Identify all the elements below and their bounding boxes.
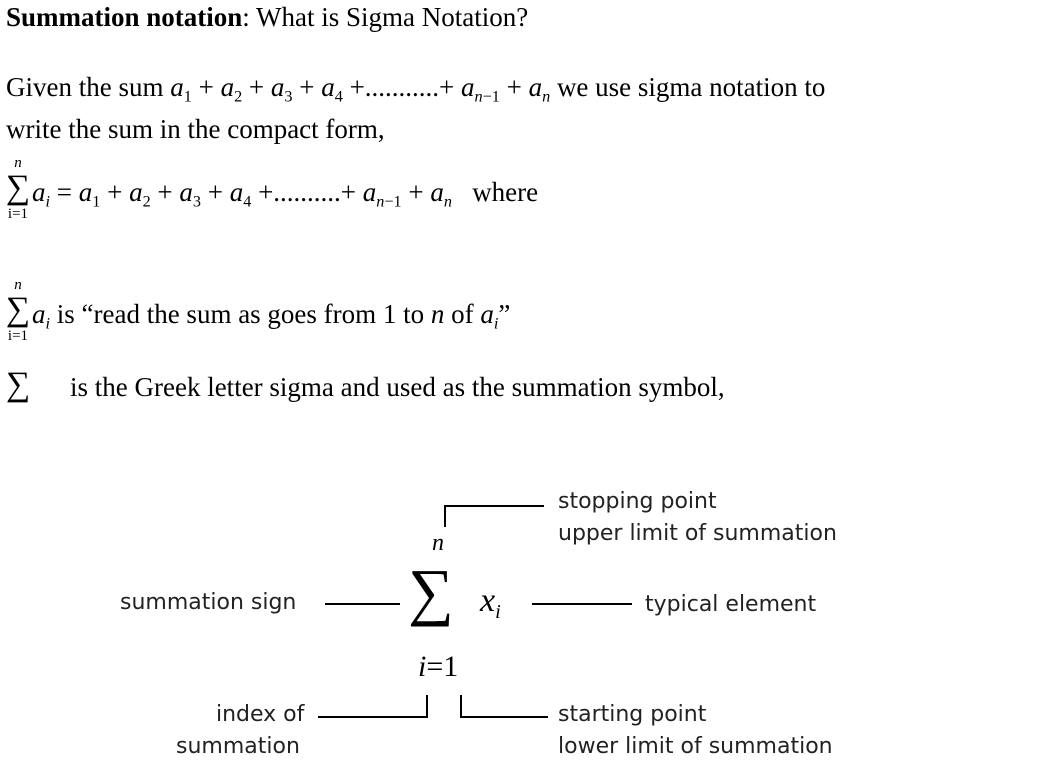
page-title <box>6 2 528 33</box>
index-of-label: index of <box>216 702 305 727</box>
formula-expression: $a_i = a_1 + a_2 + a_3 + a_4$ +..........+ $a_{n-1} + a_n$ where <box>32 177 539 211</box>
index-bracket-vertical <box>426 695 428 718</box>
starting-point-label: starting point <box>558 702 707 727</box>
start-bracket-horizontal <box>460 716 548 718</box>
intro-lead: Given the sum <box>6 72 164 102</box>
reading-lower: i=1 <box>7 328 29 344</box>
diagram-typical-element: $x_i$ <box>480 582 501 624</box>
upper-bracket-horizontal <box>444 505 544 507</box>
lower-limit-label: lower limit of summation <box>558 734 833 759</box>
reading-n: n <box>430 299 445 329</box>
sigma-description: is the Greek letter sigma and used as the summation symbol, <box>70 372 725 402</box>
summation-sign-line <box>325 603 400 605</box>
upper-limit-label: upper limit of summation <box>558 521 837 546</box>
sigma-icon: ∑ <box>408 556 454 627</box>
sigma-icon: ∑ <box>6 366 31 403</box>
reading-close-quote: ” <box>498 299 511 329</box>
intro-series: $a_1 + a_2 + a_3 + a_4$ +...........+ $a_{n-1} + a_n$ <box>170 72 551 106</box>
formula-lower: i=1 <box>7 206 29 222</box>
reading-before: is “read the sum as goes from 1 to <box>56 299 425 329</box>
intro-line-1 <box>6 72 825 107</box>
reading-sigma <box>4 278 32 344</box>
reading-of: of <box>451 299 474 329</box>
formula-where: where <box>472 177 539 207</box>
sigma-icon: ∑ <box>5 291 31 328</box>
typical-element-label: typical element <box>645 592 817 617</box>
sigma-icon: ∑ <box>5 169 31 206</box>
intro-tail: we use sigma notation to <box>556 72 826 102</box>
summation-sign-label: summation sign <box>120 590 297 615</box>
intro-dots: ........... <box>364 72 440 102</box>
upper-bracket-vertical <box>444 505 446 527</box>
start-bracket-vertical <box>460 695 462 718</box>
typical-element-line <box>532 603 632 605</box>
formula-dots: .......... <box>273 177 341 207</box>
index-bracket-horizontal <box>318 716 428 718</box>
index-summation-label: summation <box>176 734 300 759</box>
intro-line-2: write the sum in the compact form, <box>6 114 385 144</box>
reading-upper: n <box>14 277 22 293</box>
diagram-lower-limit: i=1 <box>418 650 459 683</box>
title-bold: Summation notation <box>6 2 243 32</box>
reading-text: $a_i$ is “read the sum as goes from 1 to n of $a_i$” <box>32 299 511 333</box>
diagram-upper-limit: n <box>432 530 444 556</box>
formula-upper: n <box>14 155 22 171</box>
formula-sigma <box>4 156 32 222</box>
stopping-point-label: stopping point <box>558 489 717 514</box>
title-rest: : What is Sigma Notation? <box>242 2 529 32</box>
